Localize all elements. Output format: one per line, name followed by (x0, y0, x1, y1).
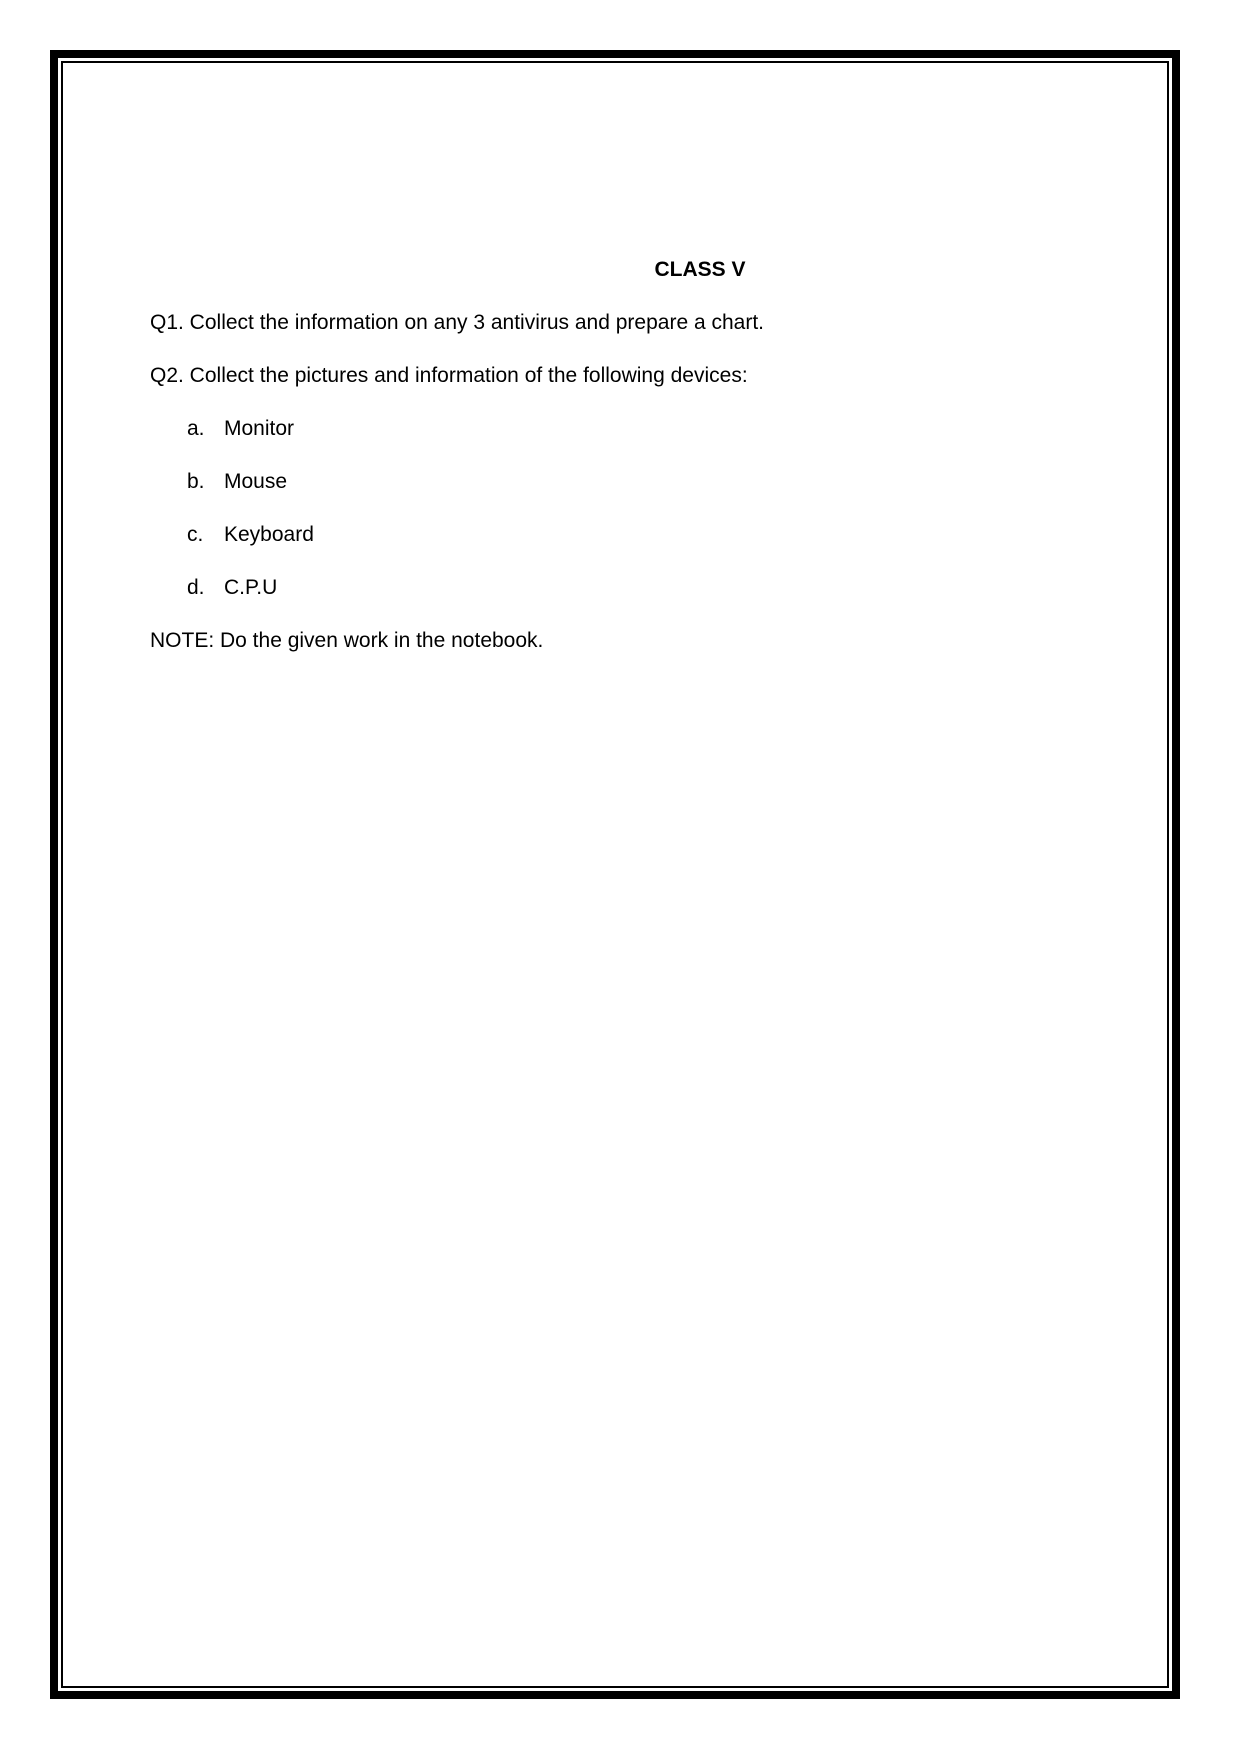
list-item-text: Keyboard (224, 523, 314, 546)
device-list (150, 415, 1090, 602)
document-body (150, 256, 1090, 655)
list-marker: b. (187, 470, 205, 493)
note: NOTE: Do the given work in the notebook. (150, 629, 544, 652)
list-marker: a. (187, 417, 205, 440)
question-1: Q1. Collect the information on any 3 antivirus and prepare a chart. (150, 311, 765, 334)
list-marker: d. (187, 576, 205, 599)
list-item (150, 415, 1090, 443)
list-item (150, 521, 1090, 549)
document-title: CLASS V (654, 258, 746, 281)
list-marker: c. (187, 523, 204, 546)
list-item (150, 468, 1090, 496)
list-item (150, 574, 1090, 602)
list-item-text: C.P.U (224, 576, 278, 599)
list-item-text: Mouse (224, 470, 288, 493)
question-2: Q2. Collect the pictures and information of the following devices: (150, 364, 748, 387)
list-item-text: Monitor (224, 417, 295, 440)
